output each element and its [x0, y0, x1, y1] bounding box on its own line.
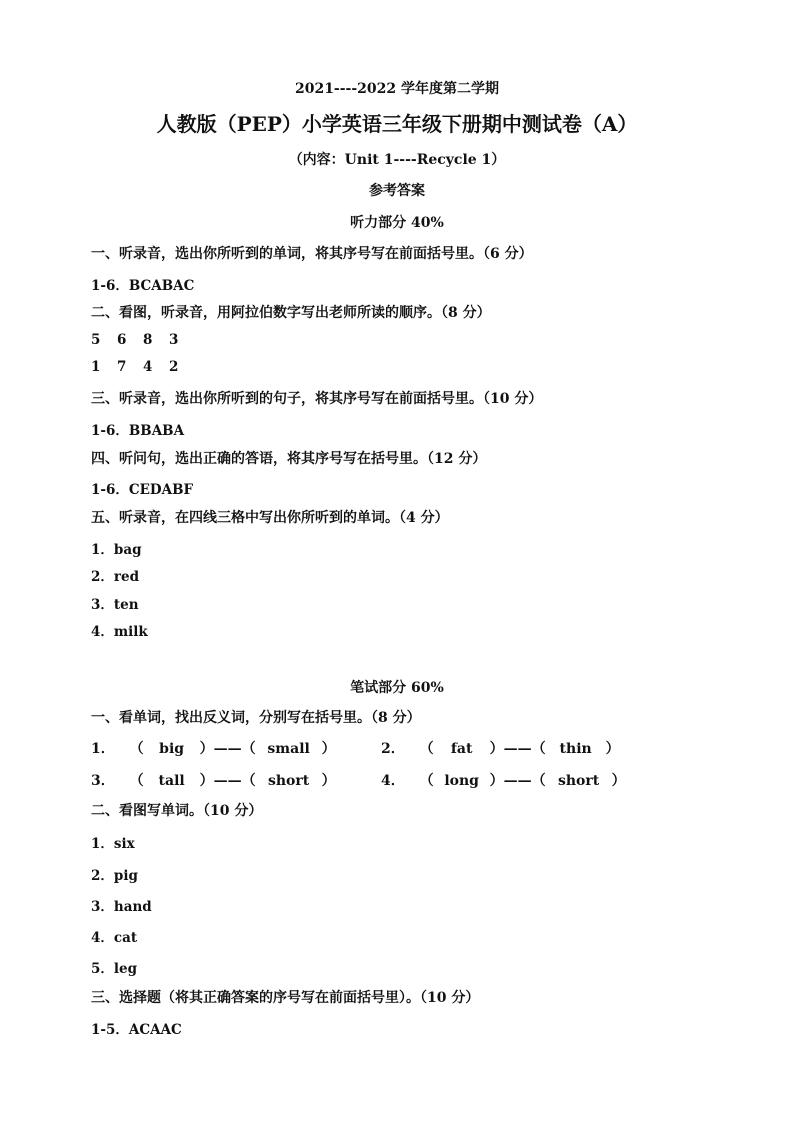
antonym-row — [91, 770, 651, 790]
antonym-word: long — [444, 773, 479, 789]
order-number: 2 — [169, 359, 179, 375]
listening-q2-row1 — [91, 332, 195, 348]
listening-q3-title: 三、听录音，选出你所听到的句子，将其序号写在前面括号里。（10 分） — [91, 391, 543, 407]
listening-q4-title: 四、听问句，选出正确的答语，将其序号写在括号里。（12 分） — [91, 451, 487, 467]
item-number: 1． — [91, 741, 115, 757]
writing-q1-title: 一、看单词，找出反义词，分别写在括号里。（8 分） — [91, 710, 421, 726]
order-number: 5 — [91, 332, 101, 348]
antonym-word: big — [159, 741, 185, 757]
order-number: 3 — [169, 332, 179, 348]
item-number: 2． — [381, 741, 405, 757]
listening-q1-title: 一、听录音，选出你所听到的单词，将其序号写在前面括号里。（6 分） — [91, 246, 533, 262]
list-item: 4．cat — [91, 930, 138, 946]
writing-q3-answer: 1-5．ACAAC — [91, 1022, 182, 1038]
order-number: 4 — [143, 359, 153, 375]
list-item: 4．milk — [91, 624, 148, 640]
item-number: 3． — [91, 773, 115, 789]
content-scope: （内容：Unit 1----Recycle 1） — [288, 152, 506, 168]
list-item: 1．bag — [91, 542, 142, 558]
listening-q3-answer: 1-6．BBABA — [91, 423, 185, 439]
antonym-row — [91, 738, 651, 758]
listening-q2-row2 — [91, 359, 195, 375]
antonym-word: fat — [450, 741, 473, 757]
listening-q4-answer: 1-6．CEDABF — [91, 482, 194, 498]
answer-key-label: 参考答案 — [369, 183, 425, 199]
list-item: 2．pig — [91, 868, 138, 884]
antonym-pair: 1． （ big ）——（ small ） — [91, 741, 336, 757]
listening-heading: 听力部分 40% — [350, 215, 444, 231]
listening-q5-title: 五、听录音，在四线三格中写出你所听到的单词。（4 分） — [91, 510, 449, 526]
item-number: 4． — [381, 773, 405, 789]
antonym-pair: 4． （ long ）——（ short ） — [381, 773, 626, 789]
antonym-word: short — [558, 773, 600, 789]
school-year: 2021----2022 学年度第二学期 — [294, 81, 500, 97]
order-number: 8 — [143, 332, 153, 348]
antonym-word: thin — [559, 741, 592, 757]
order-number: 1 — [91, 359, 101, 375]
writing-q2-title: 二、看图写单词。（10 分） — [91, 803, 263, 819]
order-number: 7 — [117, 359, 127, 375]
list-item: 3．hand — [91, 899, 152, 915]
list-item: 3．ten — [91, 597, 139, 613]
listening-q1-answer: 1-6．BCABAC — [91, 278, 195, 294]
antonym-word: short — [268, 773, 310, 789]
antonym-pair: 2． （ fat ）——（ thin ） — [381, 741, 620, 757]
page-title: 人教版（PEP）小学英语三年级下册期中测试卷（A） — [156, 112, 638, 136]
antonym-pair: 3． （ tall ）——（ short ） — [91, 773, 336, 789]
list-item: 2．red — [91, 569, 140, 585]
list-item: 1．six — [91, 836, 135, 852]
antonym-word: tall — [158, 773, 185, 789]
list-item: 5．leg — [91, 961, 138, 977]
listening-q2-title: 二、看图，听录音，用阿拉伯数字写出老师所读的顺序。（8 分） — [91, 305, 491, 321]
order-number: 6 — [117, 332, 127, 348]
antonym-word: small — [267, 741, 310, 757]
writing-q3-title: 三、选择题（将其正确答案的序号写在前面括号里）。（10 分） — [91, 990, 480, 1006]
writing-heading: 笔试部分 60% — [350, 680, 444, 696]
